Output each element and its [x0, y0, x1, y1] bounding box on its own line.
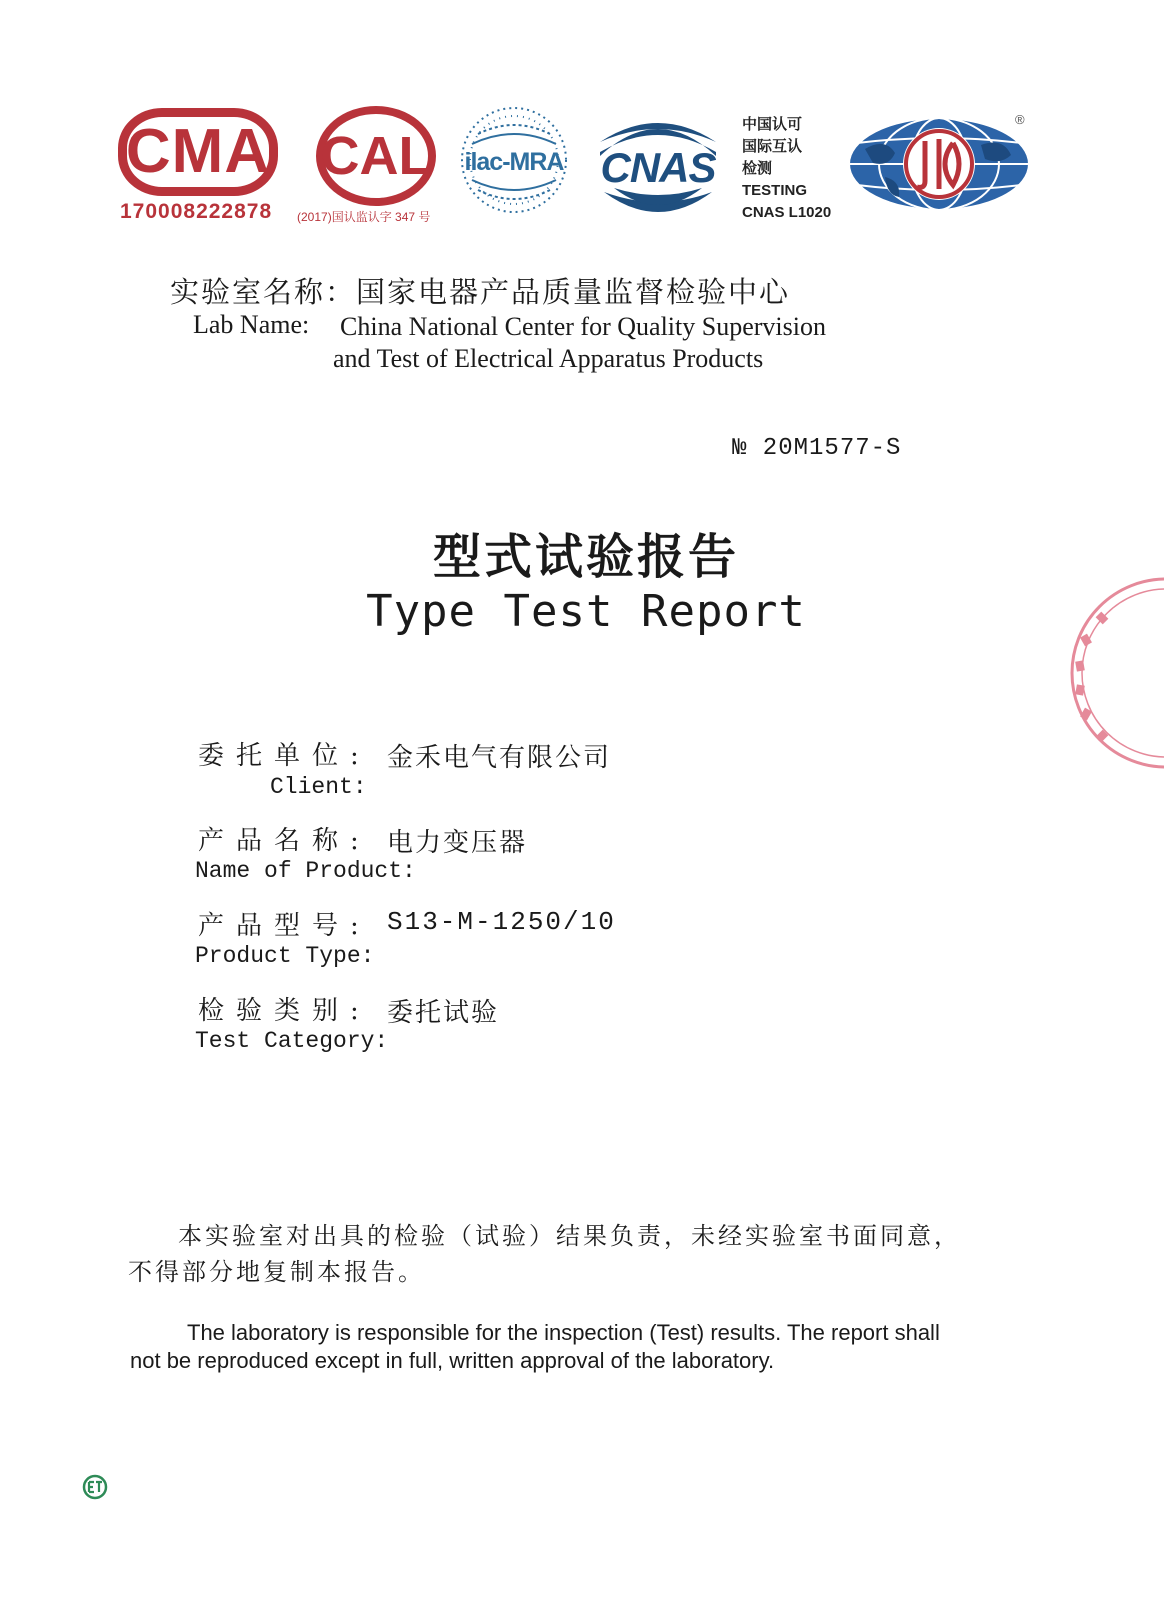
seal-icon [1068, 575, 1164, 771]
lab-name-en-line1: China National Center for Quality Supervision [340, 312, 826, 341]
cnas-line: TESTING [742, 182, 808, 199]
registered-mark: ® [1015, 112, 1025, 127]
product-type-value: S13-M-1250/10 [387, 907, 616, 937]
cnas-line: 检测 [742, 160, 773, 177]
cal-logo [316, 106, 436, 206]
cal-mark: CAL [320, 126, 432, 186]
cma-mark: CMA [125, 117, 271, 186]
client-label-cn: 委托单位: [198, 741, 371, 771]
red-seal-stamp [1068, 575, 1164, 771]
client-value: 金禾电气有限公司 [387, 743, 612, 773]
client-label-en: Client: [270, 774, 367, 800]
lab-name-cn: 实验室名称：国家电器产品质量监督检验中心 [170, 275, 791, 309]
product-name-label-en: Name of Product: [195, 858, 416, 884]
disclaimer-en-line1: The laboratory is responsible for the inspection (Test) results. The report shall [187, 1320, 940, 1345]
test-category-label-en: Test Category: [195, 1028, 389, 1054]
cma-number: 170008222878 [120, 200, 273, 223]
disclaimer-en-line2: not be reproduced except in full, written approval of the laboratory. [130, 1348, 775, 1373]
cnas-mark: CNAS [600, 144, 716, 191]
report-title-en: Type Test Report [366, 586, 806, 637]
product-name-label-cn: 产品名称: [198, 826, 371, 856]
ilac-mra-logo [458, 104, 570, 216]
ilac-mark: ilac-MRA [464, 148, 564, 176]
disclaimer-cn-line2: 不得部分地复制本报告。 [128, 1258, 425, 1286]
cnas-line: 中国认可 [742, 116, 803, 133]
globe-jq-logo [845, 115, 1033, 213]
globe-icon [845, 115, 1033, 213]
cnas-accreditation-text [742, 114, 831, 224]
test-category-label-cn: 检验类别: [198, 996, 371, 1026]
et-mark-icon [82, 1474, 108, 1500]
product-name-value: 电力变压器 [387, 828, 528, 858]
cnas-line: 国际互认 [742, 138, 803, 155]
product-type-label-cn: 产品型号: [198, 911, 371, 941]
test-category-value: 委托试验 [387, 998, 500, 1028]
report-number: № 20M1577-S [732, 435, 902, 462]
cnas-logo [590, 112, 726, 216]
disclaimer-cn-line1: 本实验室对出具的检验（试验）结果负责，未经实验室书面同意， [178, 1222, 961, 1250]
product-type-label-en: Product Type: [195, 943, 375, 969]
cal-number: (2017)国认监认字 347 号 [297, 210, 431, 224]
report-title-cn: 型式试验报告 [432, 529, 739, 585]
lab-name-label-en: Lab Name: [193, 310, 310, 339]
lab-name-en-line2: and Test of Electrical Apparatus Products [333, 344, 764, 373]
cma-logo [118, 108, 278, 196]
cnas-line: CNAS L1020 [742, 204, 832, 221]
